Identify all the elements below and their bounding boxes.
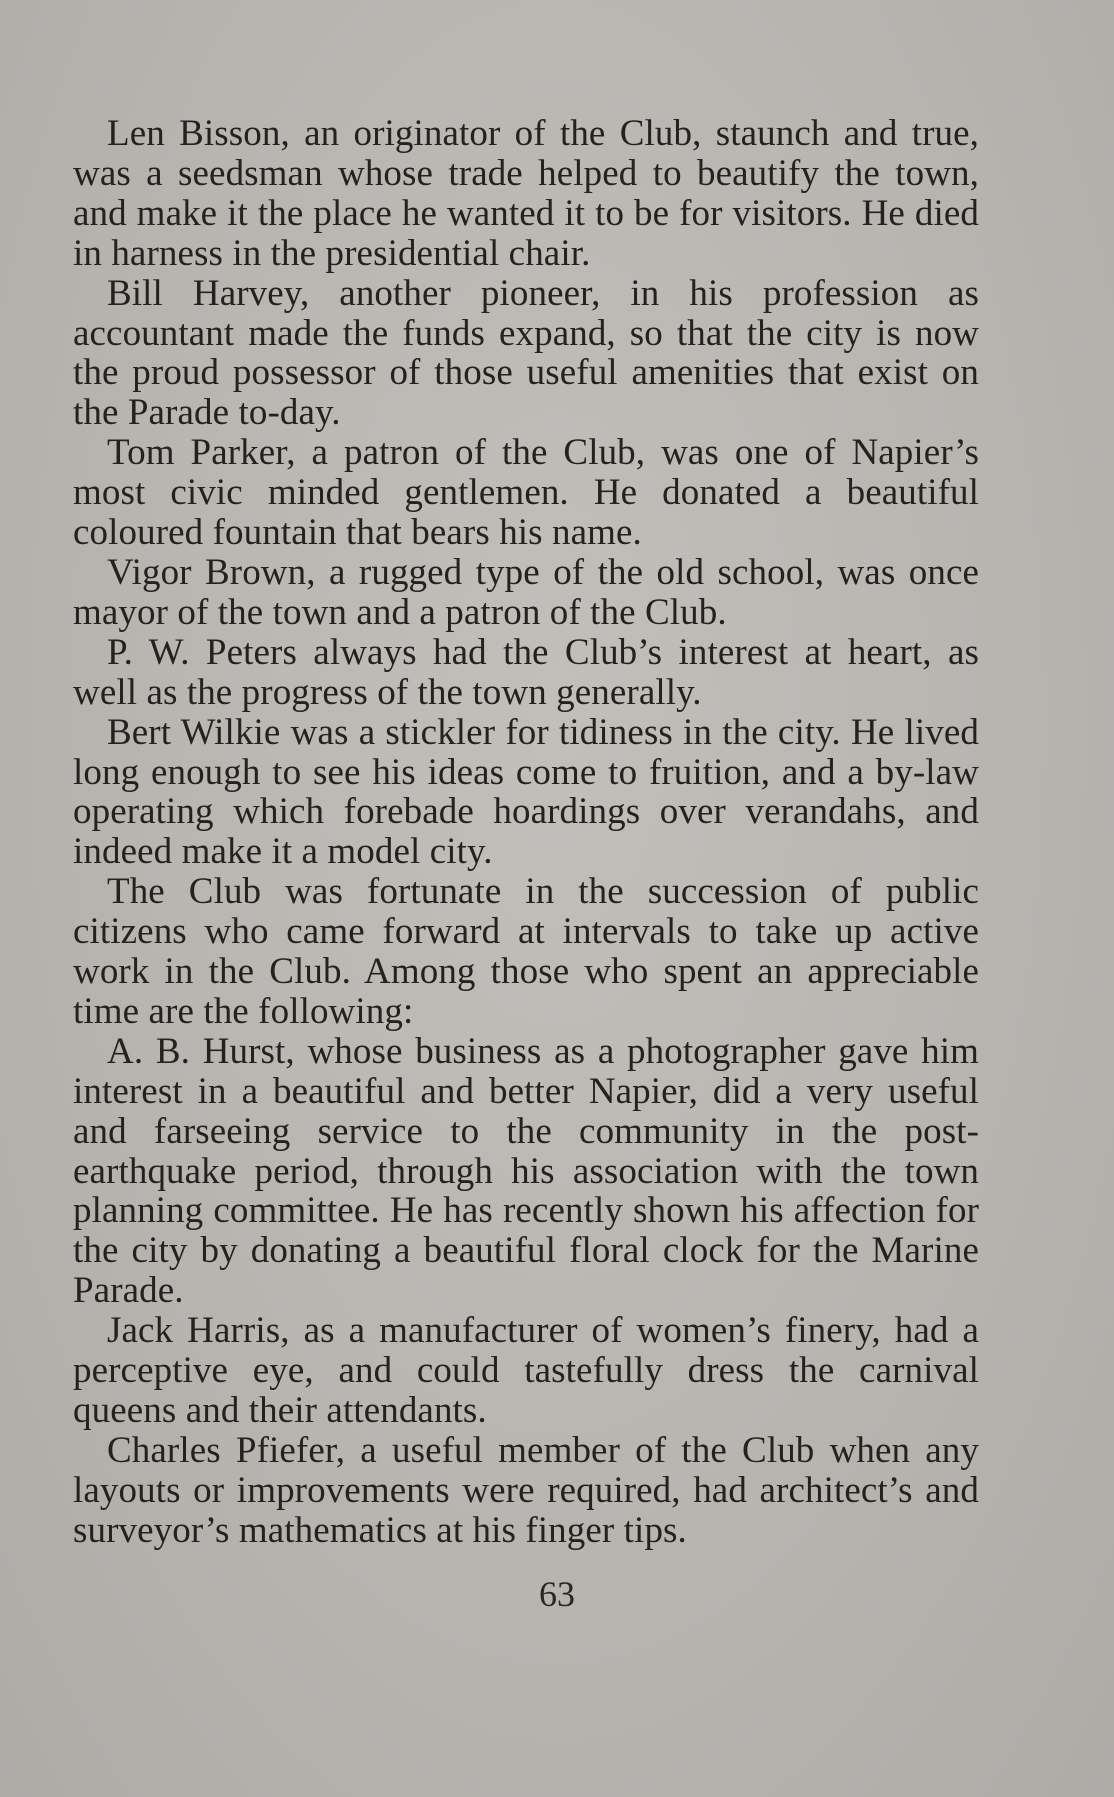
paragraph-bill-harvey: Bill Harvey, another pioneer, in his profession as accountant made the funds expand, so that the city is now the proud possessor of those useful amenities that exist on the Parade to-day. — [73, 272, 979, 434]
paragraph-tom-parker: Tom Parker, a patron of the Club, was one of Napier’s most civic minded gentlemen. He donated a beautiful coloured fountain that bears his name. — [73, 432, 979, 554]
paragraph-vigor-brown: Vigor Brown, a rugged type of the old school, was once mayor of the town and a patron of the Club. — [73, 551, 979, 633]
paragraph-jack-harris: Jack Harris, as a manufacturer of women’s finery, had a perceptive eye, and could tastefully dress the carnival queens and their attendants. — [73, 1310, 979, 1431]
paragraph-charles-pfiefer: Charles Pfiefer, a useful member of the Club when any layouts or improvements were required, had architect’s and surveyor’s mathematics at his finger tips. — [73, 1429, 979, 1551]
body-text — [73, 114, 979, 1551]
paragraph-ab-hurst: A. B. Hurst, whose business as a photographer gave him interest in a beautiful and better Napier, did a very useful and farseeing service to the community in the post-earthquake period, through his association with the town planning committee. He has recently shown his affection for the city by donating a beautiful floral clock for the Marine Parade. — [73, 1030, 979, 1312]
page-number: 63 — [539, 1574, 575, 1614]
paragraph-pw-peters: P. W. Peters always had the Club’s interest at heart, as well as the progress of the town generally. — [73, 631, 979, 713]
paragraph-len-bisson: Len Bisson, an originator of the Club, staunch and true, was a seedsman whose trade helped to beautify the town, and make it the place he wanted it to be for visitors. He died in harness in the presidential chair. — [73, 113, 979, 274]
paragraph-club-succession: The Club was fortunate in the succession of public citizens who came forward at intervals to take up active work in the Club. Among those who spent an appreciable time are the following: — [73, 871, 979, 1032]
paragraph-bert-wilkie: Bert Wilkie was a stickler for tidiness in the city. He lived long enough to see his ideas come to fruition, and a by-law operating which forebade hoardings over verandahs, and indeed make it a model city. — [73, 711, 979, 873]
